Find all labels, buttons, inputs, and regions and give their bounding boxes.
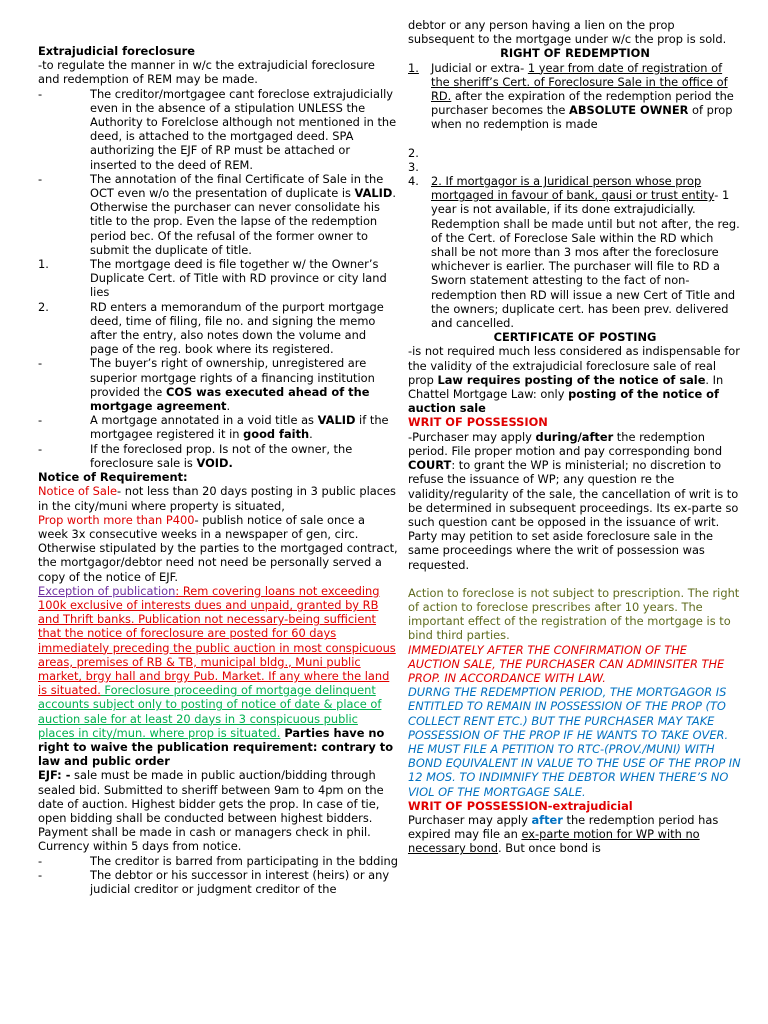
- list-item: 2.: [408, 145, 419, 160]
- left-column: [38, 44, 398, 896]
- list-item: 3.: [408, 159, 419, 174]
- certificate-heading: CERTIFICATE OF POSTING: [493, 330, 657, 345]
- list-item: 4. 2. If mortgagor is a Juridical person whose prop mortgaged in favour of bank, qausi or trust entity- 1 year is not available, if its done extrajudicially. Redemption shall be made until but not after, the reg. of the Cert. of Foreclose Sale within the RD which shall be not more than 3 mos after the foreclosure whichever is earlier. The purchaser will file to RD a Sworn statement attesting to the fact of non-redemption then RD will issue a new Cert of Title and the owners; duplicate cert. has been prev. delivered and cancelled.: [408, 174, 740, 331]
- writ-extrajudicial-heading: WRIT OF POSSESSION-extrajudicial: [408, 798, 633, 813]
- redemption-heading: RIGHT OF REDEMPTION: [500, 46, 650, 61]
- writ-paragraph: -Purchaser may apply during/after the redemption period. File proper motion and pay corresponding bond: [408, 429, 723, 458]
- list-item: - The creditor is barred from participating in the bdding: [38, 853, 398, 868]
- list-item: - The buyer’s right of ownership, unregistered are superior mortgage rights of a financing institution provided the COS was executed ahead of the mortgage agreement.: [38, 356, 375, 414]
- list-item: - The annotation of the final Certificate of Sale in the OCT even w/o the presentation of duplicate is VALID. Otherwise the purchaser can never consolidate his title to the prop. Even the lapse of the redemption period bec. Of the refusal of the former owner to submit the duplicate of title.: [38, 171, 396, 257]
- exception-paragraph: Exception of publication: Rem covering loans not exceeding 100k exclusive of interests dues and unpaid, granted by RB and Thrift banks. Publication not necessary-being sufficient that the notice of foreclosure are posted for 60 days immediately preceding the public auction in most conspicuous areas, premises of RB & TB, municipal bldg., Muni public market, brgy hall and brgy Pub. Market. If any where the land is situated. Foreclosure proceeding of mortgage delinquent accounts subject only to posting of notice of date & place of auction sale for at least 20 days in 3 conspicuous public places in city/mun. where prop is situated. Parties have no right to waive the publication requirement: contrary to law and public order: [38, 583, 396, 769]
- list-item: - The creditor/mortgagee cant foreclose extrajudicially even in the absence of a stipulation UNLESS the Authority to Forelclose although not mentioned in the deed, is attached to the mortgaged deed. SPA authorizing the EJF of RP must be attached or inserted to the deed of REM.: [38, 86, 397, 172]
- certificate-paragraph: -is not required much less considered as indispensable for the validity of the extrajudicial foreclosure sale of real prop Law requires posting of the notice of sale. In Chattel Mortgage Law: only posting of the notice of auction sale: [408, 344, 740, 416]
- writ-heading: WRIT OF POSSESSION: [408, 415, 548, 430]
- prescription-paragraph: Action to foreclose is not subject to prescription. The right of action to foreclose prescribes after 10 years. The important effect of the registration of the mortgage is to bind third parties.: [408, 585, 740, 643]
- list-item: - A mortgage annotated in a void title as VALID if the mortgagee registered it in good faith.: [38, 413, 389, 442]
- intro-text: -to regulate the manner in w/c the extrajudicial foreclosure and redemption of REM may be made.: [38, 58, 375, 87]
- list-item: 2. RD enters a memorandum of the purport mortgage deed, time of filing, file no. and signing the memo after the entry, also notes down the volume and page of the reg. book where its registered.: [38, 299, 384, 357]
- court-paragraph: COURT: to grant the WP is ministerial; no discretion to refuse the issuance of WP; any question re the validity/regularity of the sale, the cancellation of writ is to be determined in subsequent proceedings. Its ex-parte so such question cant be opposed in the issuance of writ. Party may petition to set aside foreclosure sale in the same proceedings where the writ of possession was requested.: [408, 458, 739, 572]
- list-item: - If the foreclosed prop. Is not of the owner, the foreclosure sale is VOID.: [38, 441, 353, 470]
- notice-of-sale: Notice of Sale- not less than 20 days posting in 3 public places in the city/muni where property is situated,: [38, 484, 396, 513]
- list-item: 1. Judicial or extra- 1 year from date of registration of the sheriff’s Cert. of Foreclosure Sale in the office of RD. after the expiration of the redemption period the purchaser becomes the ABSOLUTE OWNER of prop when no redemption is made: [408, 60, 734, 132]
- section-title: Extrajudicial foreclosure: [38, 44, 195, 58]
- right-column: [408, 18, 742, 856]
- continued-text: debtor or any person having a lien on the prop subsequent to the mortgage under w/c the prop is sold.: [408, 18, 727, 47]
- prop-worth-paragraph: Prop worth more than P400- publish notice of sale once a week 3x consecutive weeks in a newspaper of gen, circ. Otherwise stipulated by the parties to the mortgaged contract, the mortgagor/debtor need not need be personally served a copy of the notice of EJF.: [38, 512, 398, 584]
- list-item: 1. The mortgage deed is file together w/ the Owner’s Duplicate Cert. of Title with RD province or city land lies: [38, 257, 387, 300]
- final-paragraph: Purchaser may apply after the redemption period has expired may file an ex-parte motion for WP with no necessary bond. But once bond is: [408, 812, 719, 856]
- list-item: - The debtor or his successor in interest (heirs) or any judicial creditor or judgment creditor of the: [38, 867, 390, 896]
- confirmation-paragraph: IMMEDIATELY AFTER THE CONFIRMATION OF THE AUCTION SALE, THE PURCHASER CAN ADMINSITER THE PROP. IN ACCORDANCE WITH LAW.: [408, 642, 725, 685]
- ejf-paragraph: EJF: - sale must be made in public auction/bidding through sealed bid. Submitted to sheriff between 9am to 4pm on the date of auction. Highest bidder gets the prop. In case of tie, open bidding shall be conducted between highest bidders. Payment shall be made in cash or managers check in phil. Currency within 5 days from notice.: [38, 768, 384, 854]
- notice-heading: Notice of Requirement:: [38, 470, 188, 485]
- redemption-period-paragraph: DURNG THE REDEMPTION PERIOD, THE MORTGAGOR IS ENTITLED TO REMAIN IN POSSESSION OF THE PROP (TO COLLECT RENT ETC.) BUT THE PURCHASER MAY TAKE POSSESSION OF THE PROP IF HE WANTS TO TAKE OVER. HE MUST FILE A PETITION TO RTC-(PROV./MUNI) WITH BOND EQUIVALENT IN VALUE TO THE USE OF THE PROP IN 12 MOS. TO INDIMNIFY THE DEBTOR WHEN THERE’S NO VIOL OF THE MORTGAGE SALE.: [408, 685, 741, 799]
